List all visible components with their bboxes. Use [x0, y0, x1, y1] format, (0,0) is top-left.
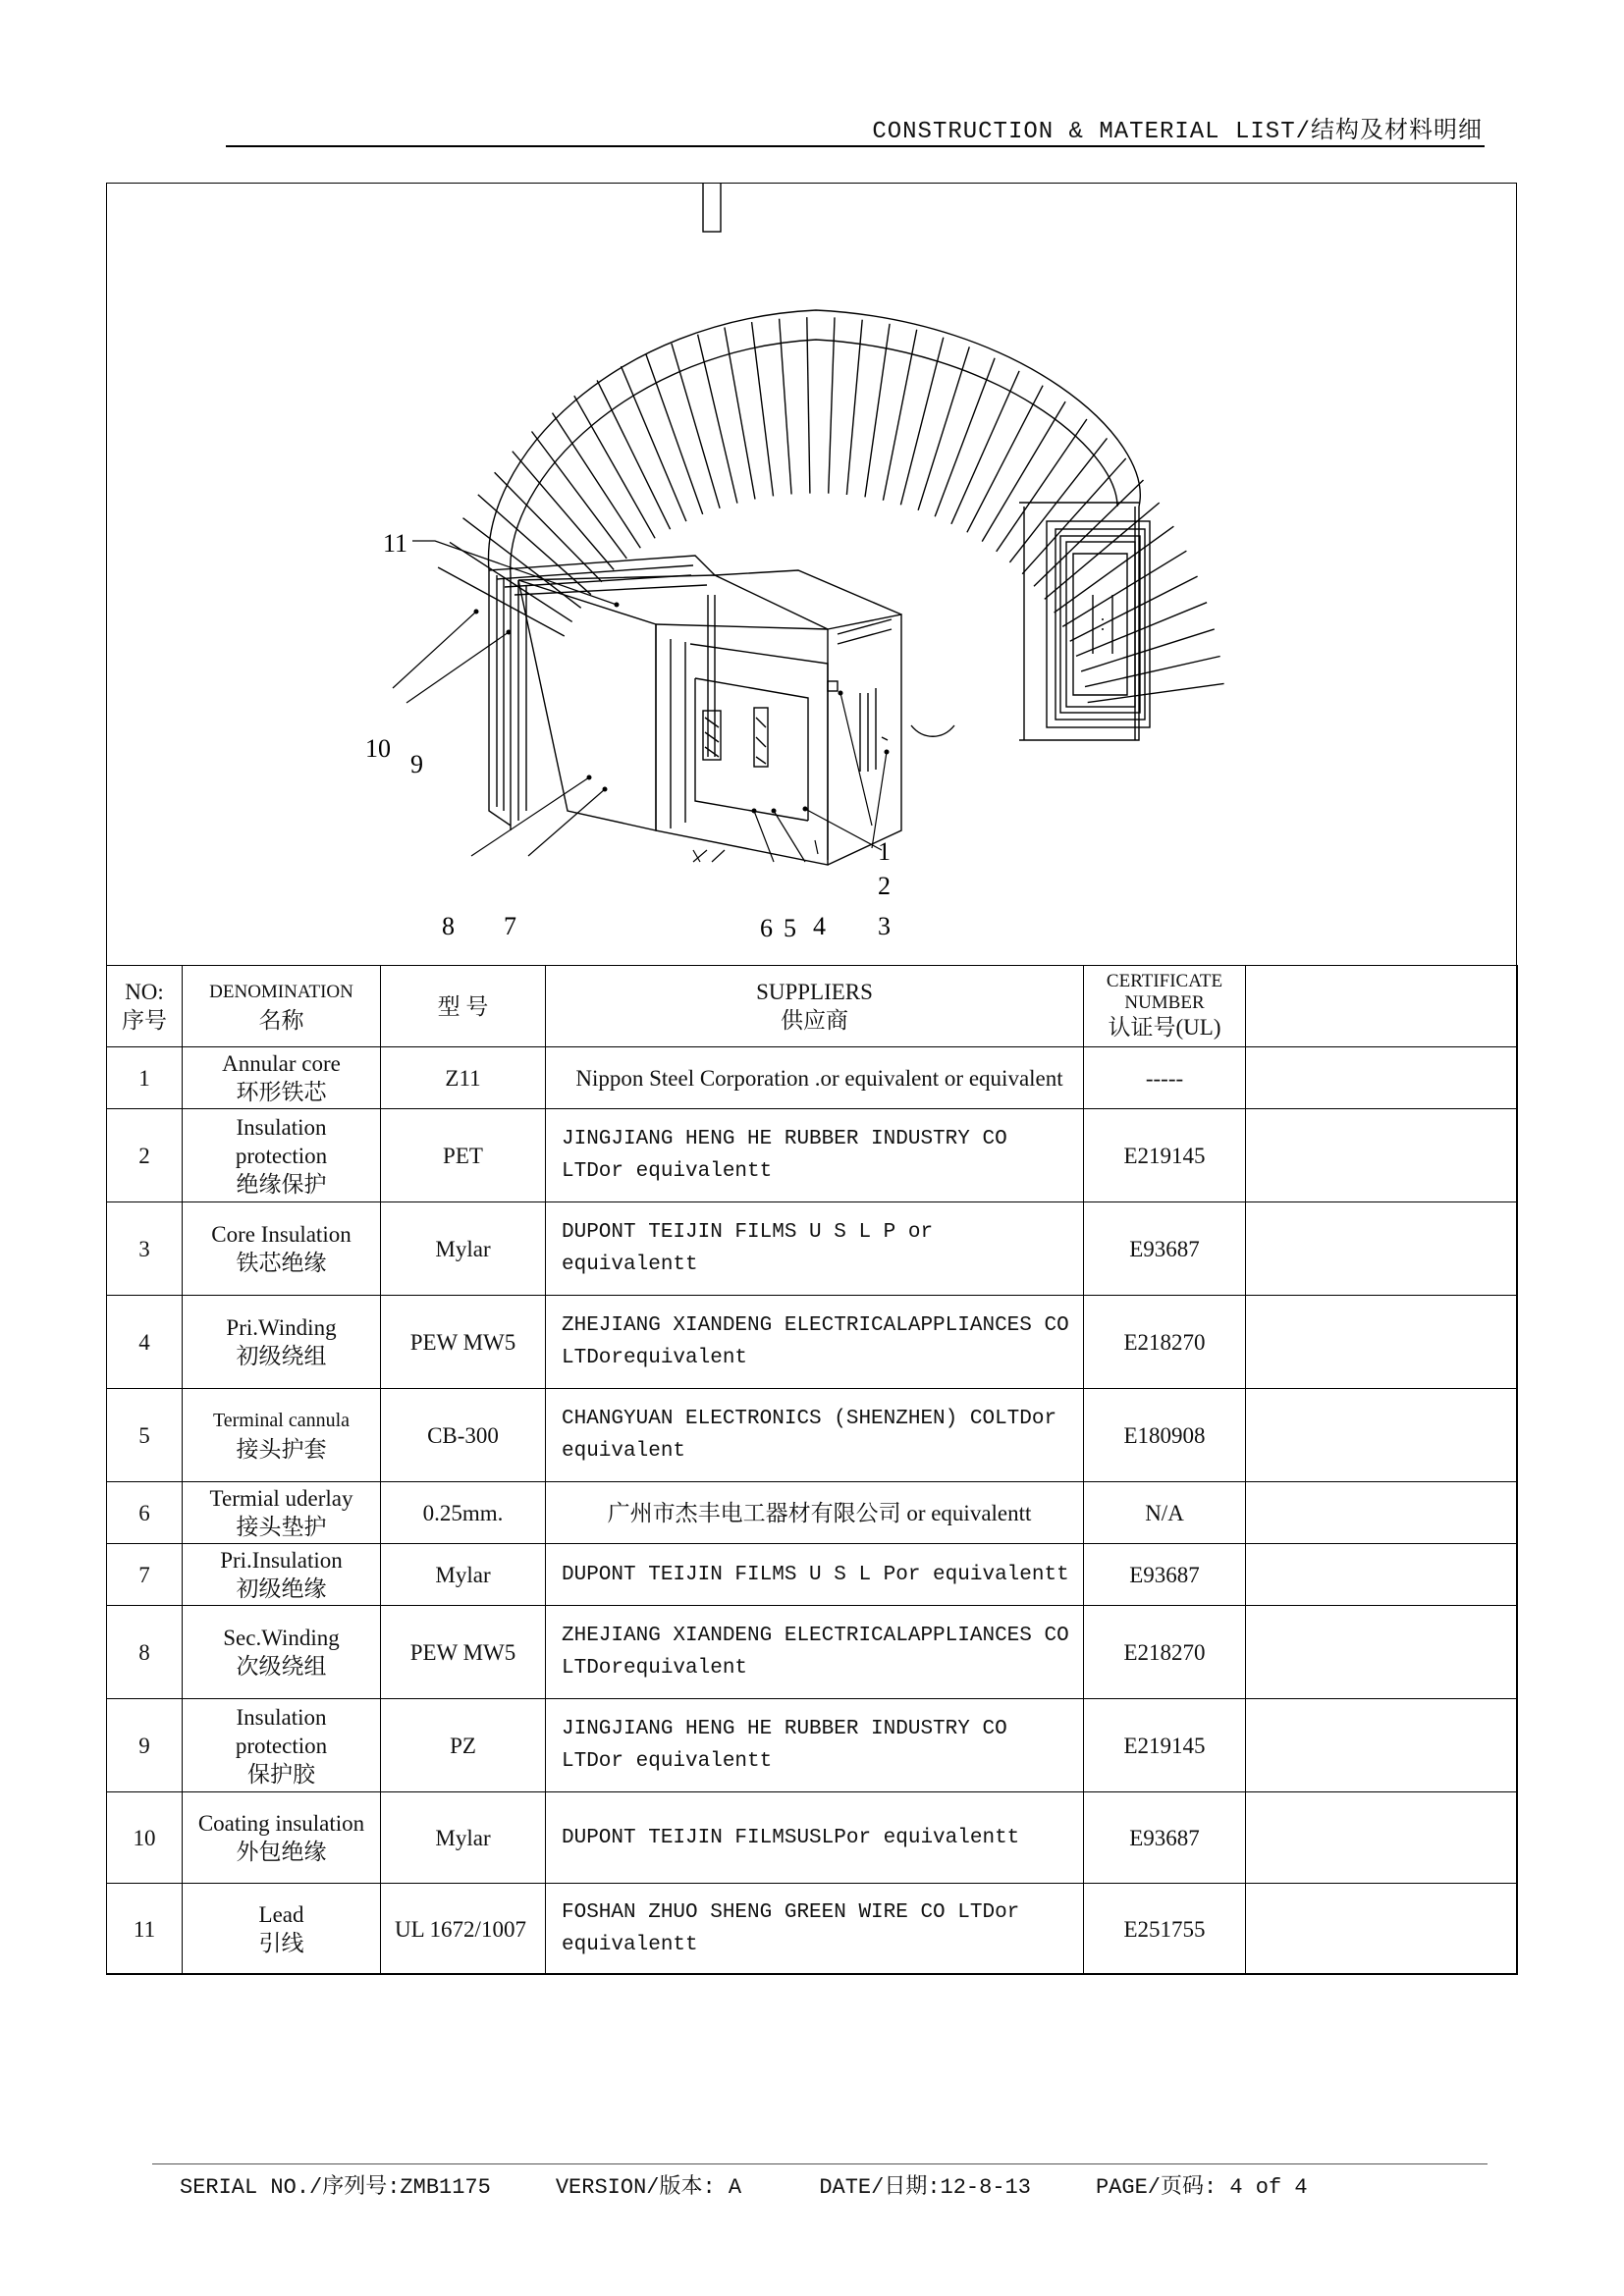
denomination-en: Terminal cannula: [212, 1410, 351, 1431]
winding-ray: [846, 320, 862, 495]
denomination-en: Annular core: [222, 1051, 341, 1076]
cell-denomination: [183, 1606, 381, 1699]
denomination-zh: 引线: [258, 1931, 304, 1955]
callout-8: 8: [442, 912, 455, 940]
winding-ray: [698, 335, 737, 504]
winding-ray: [883, 330, 916, 501]
cell-certificate: E93687: [1084, 1202, 1246, 1296]
cell-supplier: 广州市杰丰电工器材有限公司 or equivalentt: [546, 1482, 1084, 1544]
footer-date: DATE/日期:12-8-13: [819, 2175, 1031, 2200]
cell-blank: [1246, 1884, 1518, 1975]
denomination-en: Insulation protection: [235, 1704, 328, 1758]
footer-divider: [152, 2163, 1488, 2164]
winding-ray: [1022, 458, 1126, 574]
cell-no: 7: [107, 1544, 183, 1606]
cell-certificate: E219145: [1084, 1699, 1246, 1792]
winding-ray: [438, 567, 565, 636]
winding-ray: [646, 354, 703, 514]
denomination-zh: 接头垫护: [236, 1515, 327, 1539]
winding-ray: [807, 317, 810, 494]
winding-ray: [532, 432, 627, 559]
callout-4: 4: [813, 912, 826, 940]
denomination-zh: 次级绕组: [236, 1654, 327, 1679]
winding-ray: [829, 317, 835, 493]
denomination-zh: 绝缘保护: [236, 1171, 327, 1197]
winding-ray: [553, 413, 641, 549]
cell-type: Mylar: [381, 1202, 546, 1296]
cell-blank: [1246, 1792, 1518, 1884]
denomination-en: Coating insulation: [197, 1811, 365, 1836]
cell-type: PZ: [381, 1699, 546, 1792]
footer-version: VERSION/版本: A: [555, 2175, 742, 2200]
winding-ray: [1088, 683, 1224, 702]
header-type: 型 号: [381, 966, 546, 1047]
callout-10: 10: [365, 734, 391, 763]
table-row: [107, 1202, 1518, 1296]
cell-blank: [1246, 1389, 1518, 1482]
cell-blank: [1246, 1544, 1518, 1606]
cell-certificate: E218270: [1084, 1606, 1246, 1699]
denomination-zh: 初级绝缘: [236, 1576, 327, 1601]
table-row: [107, 1482, 1518, 1544]
denomination-en: Insulation protection: [235, 1114, 328, 1168]
cell-type: PEW MW5: [381, 1606, 546, 1699]
cell-type: UL 1672/1007: [381, 1884, 546, 1975]
winding-ray: [900, 338, 943, 506]
cell-blank: [1246, 1109, 1518, 1202]
cell-no: 6: [107, 1482, 183, 1544]
cell-supplier: FOSHAN ZHUO SHENG GREEN WIRE CO LTDor equivalentt: [546, 1884, 1084, 1975]
cell-no: 11: [107, 1884, 183, 1975]
cell-no: 10: [107, 1792, 183, 1884]
denomination-en: Core Insulation: [211, 1222, 352, 1247]
winding-ray: [865, 324, 890, 498]
cell-no: 1: [107, 1047, 183, 1109]
cell-no: 2: [107, 1109, 183, 1202]
cell-denomination: [183, 1884, 381, 1975]
table-row: [107, 1296, 1518, 1389]
winding-ray: [513, 452, 614, 570]
cell-certificate: E251755: [1084, 1884, 1246, 1975]
cell-supplier: CHANGYUAN ELECTRONICS (SHENZHEN) COLTDor equivalent: [546, 1389, 1084, 1482]
cell-type: 0.25mm.: [381, 1482, 546, 1544]
cell-blank: [1246, 1296, 1518, 1389]
winding-rays: [438, 317, 1224, 702]
cell-supplier: DUPONT TEIJIN FILMSUSLPor equivalentt: [546, 1792, 1084, 1884]
page-title: CONSTRUCTION & MATERIAL LIST/结构及材料明细: [872, 119, 1483, 145]
cell-no: 8: [107, 1606, 183, 1699]
header-divider: [226, 145, 1485, 147]
material-list-table: [106, 965, 1518, 1975]
cell-type: PET: [381, 1109, 546, 1202]
cell-supplier: DUPONT TEIJIN FILMS U S L Por equivalentt: [546, 1544, 1084, 1606]
table-row: [107, 1699, 1518, 1792]
callout-labels: [365, 529, 891, 942]
header-blank: [1246, 966, 1518, 1047]
table-row: [107, 1544, 1518, 1606]
cell-no: 9: [107, 1699, 183, 1792]
winding-ray: [1070, 576, 1198, 641]
cell-type: CB-300: [381, 1389, 546, 1482]
winding-ray: [1085, 657, 1220, 687]
header-no: NO: 序号: [107, 966, 183, 1047]
cell-denomination: [183, 1109, 381, 1202]
callout-5: 5: [784, 914, 796, 942]
winding-ray: [622, 366, 686, 521]
cell-denomination: [183, 1296, 381, 1389]
table-row: [107, 1606, 1518, 1699]
callout-3: 3: [878, 912, 891, 940]
header-denomination: DENOMINATION 名称: [183, 966, 381, 1047]
cell-denomination: [183, 1544, 381, 1606]
table-row: [107, 1792, 1518, 1884]
cell-certificate: E93687: [1084, 1792, 1246, 1884]
cell-denomination: [183, 1047, 381, 1109]
denomination-zh: 铁芯绝缘: [236, 1251, 327, 1275]
cell-supplier: DUPONT TEIJIN FILMS U S L P or equivalentt: [546, 1202, 1084, 1296]
cell-denomination: [183, 1482, 381, 1544]
cell-type: Mylar: [381, 1792, 546, 1884]
cell-no: 3: [107, 1202, 183, 1296]
cell-certificate: E219145: [1084, 1109, 1246, 1202]
denomination-zh: 环形铁芯: [236, 1080, 327, 1104]
cell-blank: [1246, 1047, 1518, 1109]
winding-ray: [1045, 503, 1160, 599]
cell-denomination: [183, 1792, 381, 1884]
footer: [180, 2169, 1308, 2200]
cell-denomination: [183, 1202, 381, 1296]
callout-6: 6: [760, 914, 773, 942]
cell-no: 4: [107, 1296, 183, 1389]
denomination-en: Sec.Winding: [223, 1626, 340, 1650]
denomination-en: Lead: [258, 1902, 304, 1927]
winding-ray: [1076, 603, 1207, 657]
table-header-row: [107, 966, 1518, 1047]
callout-7: 7: [504, 912, 516, 940]
cell-no: 5: [107, 1389, 183, 1482]
callout-2: 2: [878, 872, 891, 900]
table-row: [107, 1047, 1518, 1109]
cell-blank: [1246, 1202, 1518, 1296]
cell-blank: [1246, 1606, 1518, 1699]
cell-type: PEW MW5: [381, 1296, 546, 1389]
denomination-zh: 初级绕组: [236, 1344, 327, 1368]
cell-denomination: [183, 1699, 381, 1792]
cell-certificate: E218270: [1084, 1296, 1246, 1389]
cell-type: Mylar: [381, 1544, 546, 1606]
callout-9: 9: [410, 750, 423, 778]
denomination-en: Termial uderlay: [209, 1486, 353, 1511]
denomination-en: Pri.Insulation: [220, 1548, 343, 1573]
cell-supplier: JINGJIANG HENG HE RUBBER INDUSTRY CO LTDor equivalentt: [546, 1109, 1084, 1202]
cell-denomination: [183, 1389, 381, 1482]
table-row: [107, 1884, 1518, 1975]
denomination-zh: 保护胶: [247, 1761, 315, 1787]
cell-supplier: ZHEJIANG XIANDENG ELECTRICALAPPLIANCES CO LTDorequivalent: [546, 1296, 1084, 1389]
winding-ray: [780, 319, 792, 495]
toroid-cutaway-drawing: [106, 183, 1517, 965]
callout-11: 11: [383, 529, 408, 558]
header-suppliers: SUPPLIERS 供应商: [546, 966, 1084, 1047]
cell-certificate: E180908: [1084, 1389, 1246, 1482]
table-row: [107, 1109, 1518, 1202]
cell-blank: [1246, 1699, 1518, 1792]
winding-ray: [1081, 629, 1215, 671]
cell-certificate: -----: [1084, 1047, 1246, 1109]
cell-supplier: ZHEJIANG XIANDENG ELECTRICALAPPLIANCES CO LTDorequivalent: [546, 1606, 1084, 1699]
cell-supplier: Nippon Steel Corporation .or equivalent or equivalent: [546, 1047, 1084, 1109]
leader-dots: [474, 603, 890, 814]
winding-ray: [918, 347, 969, 510]
denomination-zh: 接头护套: [236, 1437, 327, 1462]
denomination-en: Pri.Winding: [226, 1315, 337, 1340]
denomination-zh: 外包绝缘: [236, 1840, 327, 1864]
header-certificate: CERTIFICATE NUMBER 认证号(UL): [1084, 966, 1246, 1047]
winding-ray: [997, 419, 1087, 552]
cell-supplier: JINGJIANG HENG HE RUBBER INDUSTRY CO LTDor equivalentt: [546, 1699, 1084, 1792]
winding-ray: [672, 344, 720, 508]
cell-certificate: N/A: [1084, 1482, 1246, 1544]
winding-ray: [725, 328, 755, 500]
callout-1: 1: [878, 837, 891, 866]
cell-blank: [1246, 1482, 1518, 1544]
table-row: [107, 1389, 1518, 1482]
cell-type: Z11: [381, 1047, 546, 1109]
cell-certificate: E93687: [1084, 1544, 1246, 1606]
footer-page: PAGE/页码: 4 of 4: [1095, 2175, 1308, 2200]
footer-serial: SERIAL NO./序列号:ZMB1175: [180, 2175, 491, 2200]
